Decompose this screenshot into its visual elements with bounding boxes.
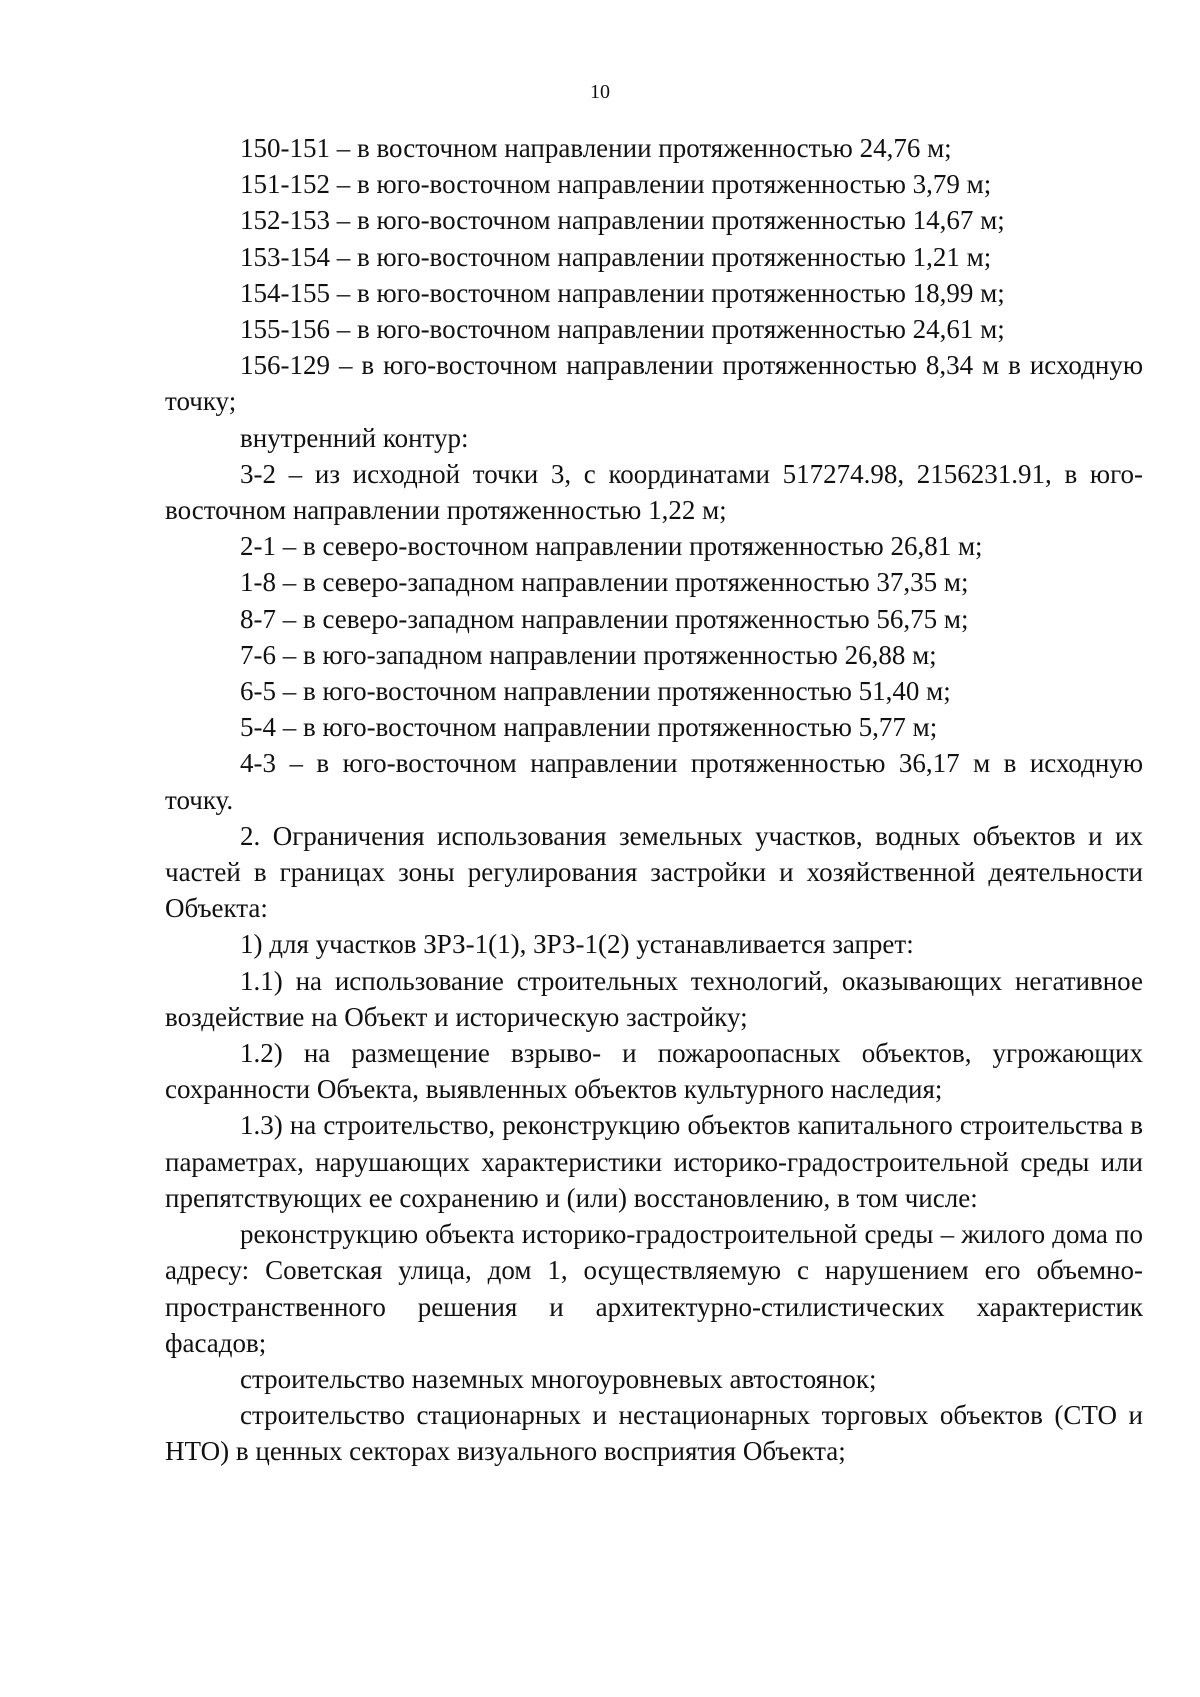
- paragraph: 155-156 – в юго-восточном направлении протяженностью 24,61 м;: [240, 314, 1005, 345]
- page-number: 10: [590, 81, 610, 103]
- paragraph: 153-154 – в юго-восточном направлении протяженностью 1,21 м;: [240, 241, 992, 272]
- document-body: [165, 130, 1143, 1470]
- paragraph: 154-155 – в юго-восточном направлении протяженностью 18,99 м;: [240, 277, 1005, 308]
- paragraph: 3-2 – из исходной точки 3, с координатами 517274.98, 2156231.91, в юго-восточном направлении протяженностью 1,22 м;: [165, 458, 1143, 526]
- paragraph: 1.3) на строительство, реконструкцию объектов капитального строительства в параметрах, нарушающих характеристики историко-градостроительной среды или препятствующих ее сохранению и (или) восстановлению, в том числе:: [165, 1110, 1143, 1213]
- paragraph: 152-153 – в юго-восточном направлении протяженностью 14,67 м;: [240, 205, 1005, 236]
- paragraph: 5-4 – в юго-восточном направлении протяженностью 5,77 м;: [240, 712, 938, 743]
- paragraph: 1-8 – в северо-западном направлении протяженностью 37,35 м;: [240, 567, 969, 598]
- paragraph: 6-5 – в юго-восточном направлении протяженностью 51,40 м;: [240, 676, 951, 707]
- paragraph: 7-6 – в юго-западном направлении протяженностью 26,88 м;: [240, 639, 937, 670]
- paragraph: 156-129 – в юго-восточном направлении протяженностью 8,34 м в исходную точку;: [165, 350, 1143, 417]
- paragraph: 1.1) на использование строительных технологий, оказывающих негативное воздействие на Объект и историческую застройку;: [165, 965, 1143, 1032]
- paragraph: 4-3 – в юго-восточном направлении протяженностью 36,17 м в исходную точку.: [165, 748, 1143, 815]
- paragraph: 1.2) на размещение взрыво- и пожароопасных объектов, угрожающих сохранности Объекта, выявленных объектов культурного наследия;: [165, 1038, 1143, 1105]
- paragraph: реконструкцию объекта историко-градостроительной среды – жилого дома по адресу: Советская улица, дом 1, осуществляемую с нарушением его объемно-пространственного решения и архитектурно-стилистических характеристик фасадов;: [165, 1219, 1143, 1358]
- paragraph: 2-1 – в северо-восточном направлении протяженностью 26,81 м;: [240, 531, 983, 562]
- paragraph: 151-152 – в юго-восточном направлении протяженностью 3,79 м;: [240, 169, 992, 200]
- paragraph: 1) для участков ЗРЗ-1(1), ЗРЗ-1(2) устанавливается запрет:: [240, 929, 914, 960]
- paragraph: внутренний контур:: [240, 422, 469, 453]
- paragraph: 2. Ограничения использования земельных участков, водных объектов и их частей в границах зоны регулирования застройки и хозяйственной деятельности Объекта:: [165, 820, 1143, 924]
- paragraph: 150-151 – в восточном направлении протяженностью 24,76 м;: [240, 133, 952, 163]
- paragraph: 8-7 – в северо-западном направлении протяженностью 56,75 м;: [240, 603, 969, 634]
- paragraph: строительство стационарных и нестационарных торговых объектов (СТО и НТО) в ценных секторах визуального восприятия Объекта;: [165, 1400, 1143, 1467]
- paragraph: строительство наземных многоуровневых автостоянок;: [240, 1363, 877, 1394]
